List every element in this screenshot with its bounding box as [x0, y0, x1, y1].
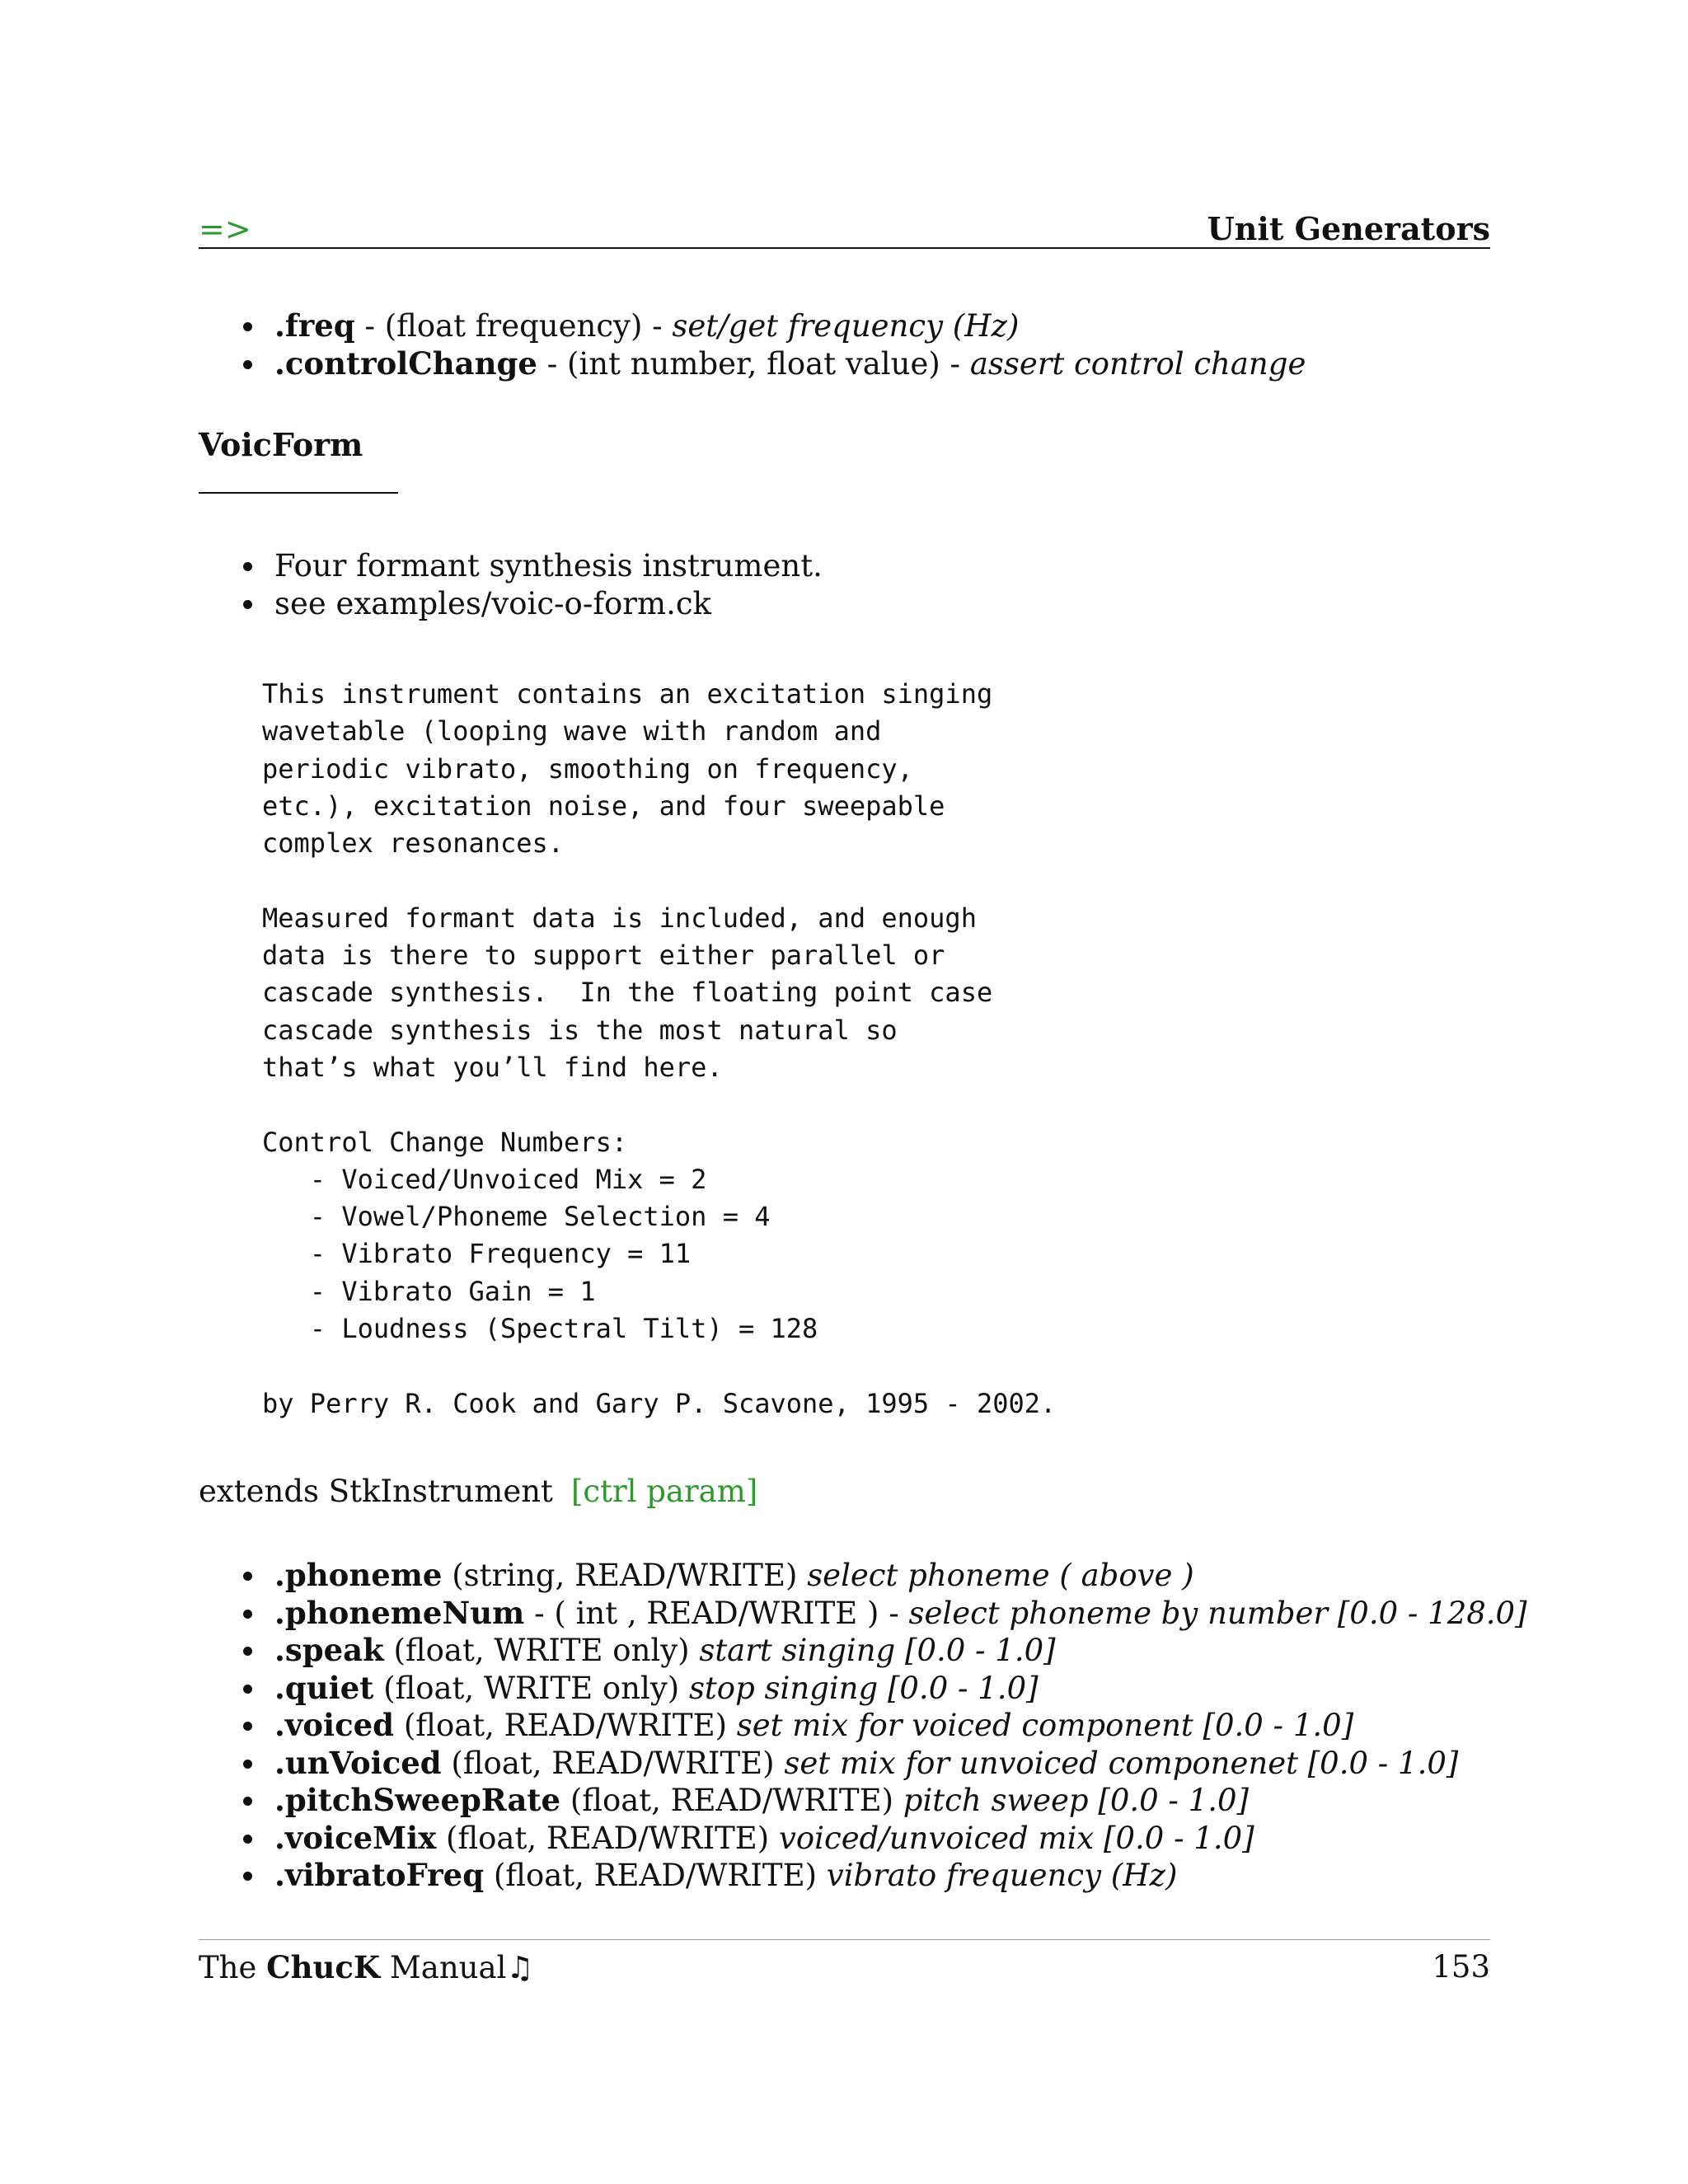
- param-name: .voiceMix: [274, 1819, 437, 1856]
- footer-rule: [199, 1939, 1490, 1940]
- footer-manual-name: ChucK: [266, 1949, 381, 1985]
- param-item: [241, 1820, 1527, 1858]
- param-item: [241, 1857, 1527, 1895]
- param-item: [241, 1557, 1527, 1595]
- manual-page: [199, 0, 1527, 2184]
- param-description: start singing [0.0 - 1.0]: [699, 1633, 1056, 1668]
- param-list: [241, 1557, 1527, 1895]
- code-description-block: This instrument contains an excitation singing wavetable (looping wave with random and periodic vibrato, smoothing on frequency, etc.), excitation noise, and four sweepable complex resonances. Measured formant data is included, and enough data is there to support either parallel or cascade synthesis. In the floating point case cascade synthesis is the most natural so that’s what you’ll find here. Control Change Numbers: - Voiced/Unvoiced Mix = 2 - Vowel/Phoneme Selection = 4 - Vibrato Frequency = 11 - Vibrato Gain = 1 - Loudness (Spectral Tilt) = 128 by Perry R. Cook and Gary P. Scavone, 1995 - 2002.: [262, 678, 1057, 1419]
- param-description: stop singing [0.0 - 1.0]: [688, 1670, 1039, 1706]
- param-signature: - ( int , READ/WRITE ) -: [524, 1595, 909, 1631]
- section-bullet-list: [241, 547, 823, 622]
- ctrl-param-label: [ctrl param]: [570, 1474, 758, 1509]
- param-signature: (float, READ/WRITE): [441, 1745, 785, 1781]
- param-item: [241, 1782, 1527, 1820]
- footer-suffix: Manual♫: [380, 1950, 534, 1985]
- param-item: [241, 1745, 1527, 1783]
- page-number: 153: [1432, 1949, 1490, 1985]
- param-name: .voiced: [274, 1707, 395, 1743]
- header-arrow: =>: [199, 211, 251, 247]
- param-name: .speak: [274, 1632, 384, 1668]
- extends-line: [199, 1474, 757, 1509]
- param-description: set mix for unvoiced componenet [0.0 - 1.0]: [784, 1745, 1459, 1781]
- section-bullet: see examples/voic-o-form.ck: [241, 585, 823, 623]
- method-name: .controlChange: [274, 344, 537, 382]
- method-description: set/get frequency (Hz): [672, 308, 1020, 344]
- method-item: [241, 307, 1306, 345]
- param-name: .quiet: [274, 1669, 374, 1706]
- page-footer: [199, 1949, 1490, 1985]
- param-signature: (float, READ/WRITE): [436, 1820, 779, 1856]
- param-name: .phoneme: [274, 1557, 443, 1593]
- footer-manual-title: [199, 1949, 534, 1985]
- method-item: [241, 345, 1306, 383]
- param-signature: (float, WRITE only): [383, 1633, 700, 1668]
- param-description: set mix for voiced component [0.0 - 1.0]: [736, 1708, 1354, 1743]
- param-item: [241, 1632, 1527, 1670]
- param-signature: (string, READ/WRITE): [442, 1558, 808, 1593]
- param-name: .phonemeNum: [274, 1594, 525, 1631]
- page-header: [199, 206, 1490, 247]
- extends-text: extends StkInstrument: [199, 1474, 553, 1509]
- param-name: .vibratoFreq: [274, 1857, 485, 1893]
- section-rule: [199, 492, 398, 494]
- param-description: voiced/unvoiced mix [0.0 - 1.0]: [778, 1820, 1254, 1856]
- param-signature: (float, READ/WRITE): [560, 1783, 903, 1818]
- param-signature: (float, READ/WRITE): [484, 1858, 827, 1893]
- param-item: [241, 1670, 1527, 1708]
- top-method-list: [241, 307, 1306, 382]
- method-description: assert control change: [969, 345, 1306, 382]
- footer-prefix: The: [199, 1950, 267, 1985]
- method-signature: - (int number, float value) -: [537, 345, 970, 382]
- param-item: [241, 1707, 1527, 1745]
- param-signature: (float, READ/WRITE): [394, 1708, 737, 1743]
- param-description: select phoneme ( above ): [807, 1558, 1194, 1593]
- method-name: .freq: [274, 307, 355, 344]
- header-rule: [199, 247, 1490, 249]
- param-description: pitch sweep [0.0 - 1.0]: [903, 1783, 1249, 1818]
- method-signature: - (float frequency) -: [354, 308, 673, 344]
- param-name: .unVoiced: [274, 1744, 442, 1781]
- param-item: [241, 1595, 1527, 1633]
- header-title: Unit Generators: [1207, 210, 1490, 247]
- param-name: .pitchSweepRate: [274, 1782, 561, 1818]
- param-description: vibrato frequency (Hz): [826, 1858, 1178, 1893]
- section-title: VoicForm: [199, 426, 363, 463]
- param-description: select phoneme by number [0.0 - 128.0]: [908, 1595, 1527, 1631]
- param-signature: (float, WRITE only): [373, 1670, 689, 1706]
- section-bullet: Four formant synthesis instrument.: [241, 547, 823, 585]
